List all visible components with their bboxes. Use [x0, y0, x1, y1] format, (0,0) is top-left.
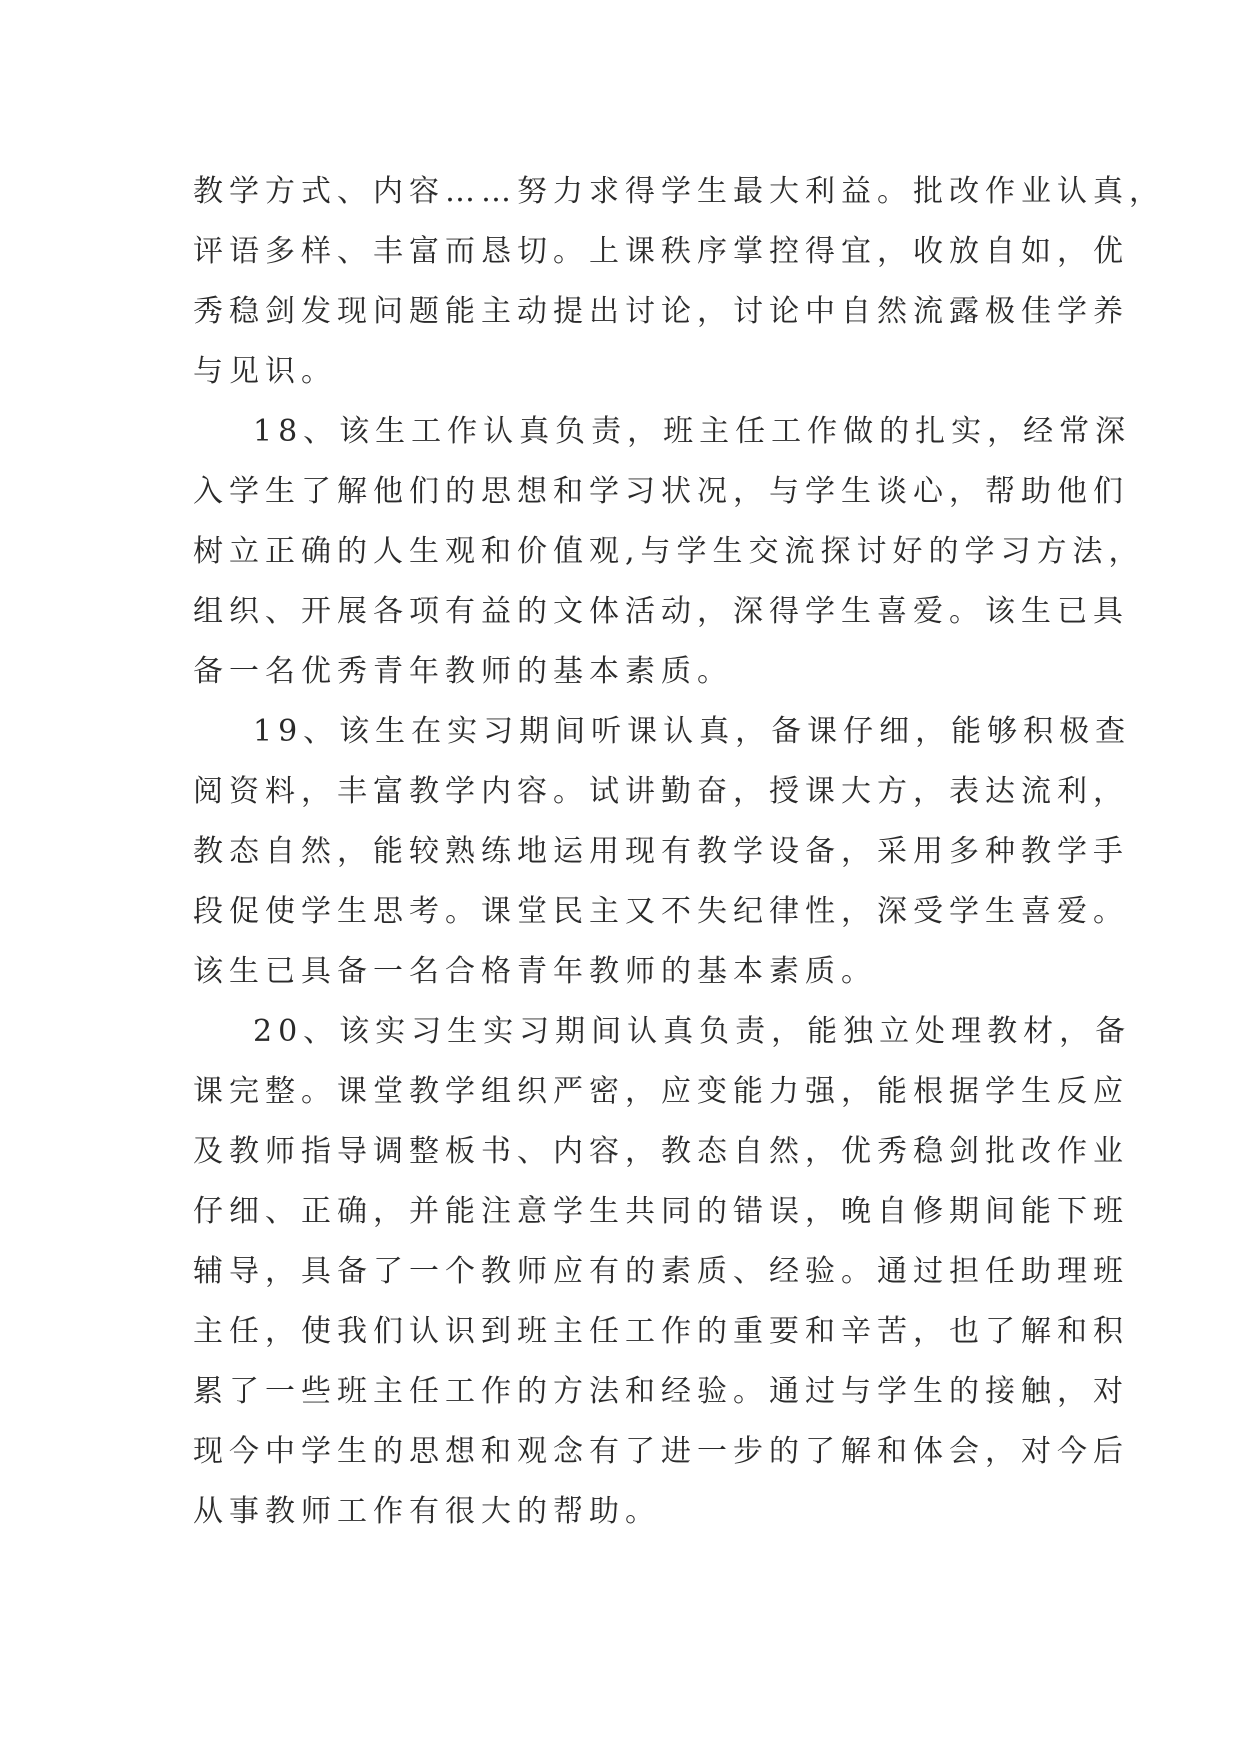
paragraph-19-first-line: 19、该生在实习期间听课认真，备课仔细，能够积极查	[253, 714, 1132, 749]
text-line: 主任，使我们认识到班主任工作的重要和辛苦，也了解和积	[193, 1314, 1129, 1349]
paragraph-20-first-line: 20、该实习生实习期间认真负责，能独立处理教材，备	[253, 1014, 1132, 1049]
text-line: 教学方式、内容……努力求得学生最大利益。批改作业认真，	[193, 174, 1165, 209]
text-line: 该生已具备一名合格青年教师的基本素质。	[193, 954, 877, 989]
text-line: 入学生了解他们的思想和学习状况，与学生谈心，帮助他们	[193, 474, 1129, 509]
text-line: 备一名优秀青年教师的基本素质。	[193, 654, 733, 689]
text-line: 段促使学生思考。课堂民主又不失纪律性，深受学生喜爱。	[193, 894, 1129, 929]
text-line: 与见识。	[193, 354, 337, 389]
text-line: 评语多样、丰富而恳切。上课秩序掌控得宜，收放自如，优	[193, 234, 1129, 269]
text-line: 树立正确的人生观和价值观,与学生交流探讨好的学习方法，	[193, 534, 1145, 569]
text-line: 现今中学生的思想和观念有了进一步的了解和体会，对今后	[193, 1434, 1129, 1469]
text-line: 仔细、正确，并能注意学生共同的错误，晚自修期间能下班	[193, 1194, 1129, 1229]
text-line: 阅资料，丰富教学内容。试讲勤奋，授课大方，表达流利，	[193, 774, 1129, 809]
text-line: 课完整。课堂教学组织严密，应变能力强，能根据学生反应	[193, 1074, 1129, 1109]
text-line: 辅导，具备了一个教师应有的素质、经验。通过担任助理班	[193, 1254, 1129, 1289]
paragraph-18-first-line: 18、该生工作认真负责，班主任工作做的扎实，经常深	[253, 414, 1132, 449]
text-line: 从事教师工作有很大的帮助。	[193, 1494, 661, 1529]
text-line: 教态自然，能较熟练地运用现有教学设备，采用多种教学手	[193, 834, 1129, 869]
text-line: 秀稳剑发现问题能主动提出讨论，讨论中自然流露极佳学养	[193, 294, 1129, 329]
text-line: 及教师指导调整板书、内容，教态自然，优秀稳剑批改作业	[193, 1134, 1129, 1169]
text-line: 累了一些班主任工作的方法和经验。通过与学生的接触，对	[193, 1374, 1129, 1409]
text-line: 组织、开展各项有益的文体活动，深得学生喜爱。该生已具	[193, 594, 1129, 629]
